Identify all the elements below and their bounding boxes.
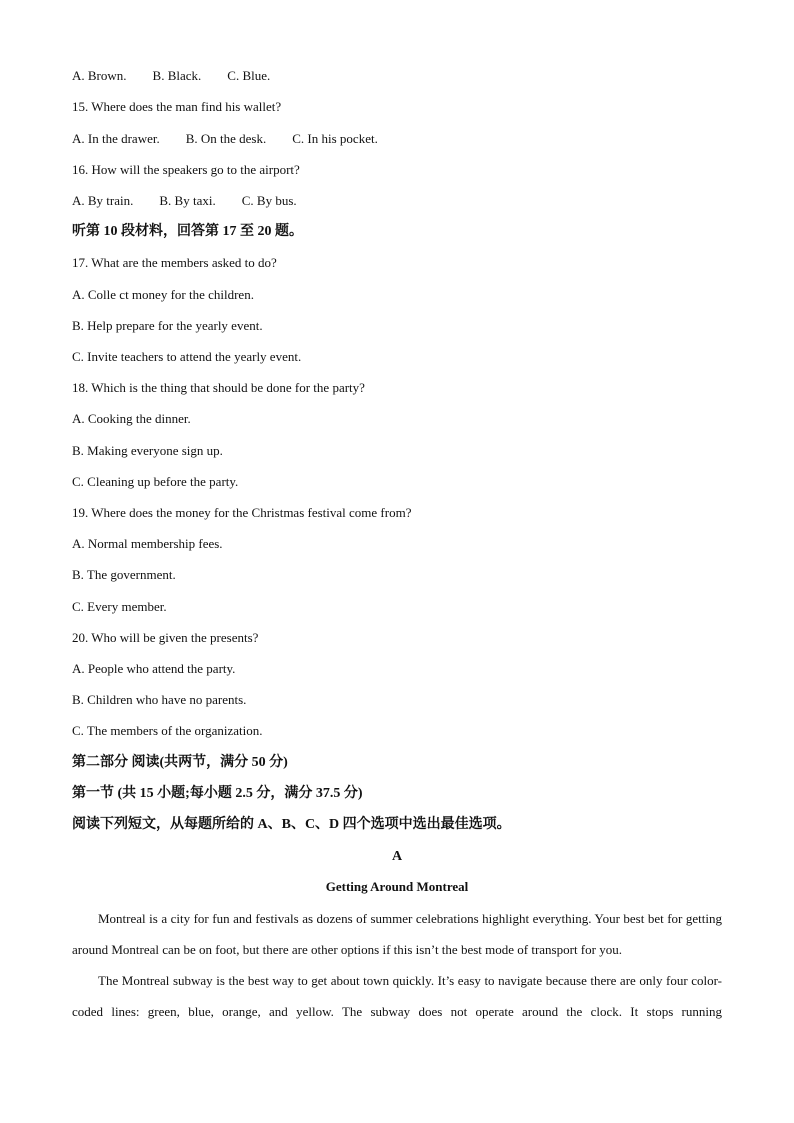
q19-option-a: A. Normal membership fees. [72,536,223,551]
q20-option-a: A. People who attend the party. [72,661,236,676]
passage-letter: A [391,849,403,864]
q19-question: 19. Where does the money for the Christmas festival come from? [72,505,412,520]
q15-option-b: B. On the desk. [185,131,267,146]
q19-option-b: B. The government. [72,567,176,582]
q16-option-b: B. By taxi. [159,193,216,208]
q16-options [72,192,323,210]
q14-option-a: A. Brown. [72,68,127,83]
passage-body [72,903,722,1027]
q15-options [72,130,404,148]
q16-option-a: A. By train. [72,193,134,208]
q14-option-c: C. Blue. [227,68,271,83]
reading-instruction: 阅读下列短文，从每题所给的 A、B、C、D 四个选项中选出最佳选项。 [72,817,511,832]
q16-question: 16. How will the speakers go to the airport? [72,162,300,177]
part2-heading: 第二部分 阅读(共两节，满分 50 分) [72,755,288,770]
q15-option-a: A. In the drawer. [72,131,160,146]
q20-option-c: C. The members of the organization. [72,723,263,738]
q15-question: 15. Where does the man find his wallet? [72,99,282,114]
section1-heading: 第一节 (共 15 小题;每小题 2.5 分，满分 37.5 分) [72,786,363,801]
q18-option-c: C. Cleaning up before the party. [72,474,239,489]
passage-paragraph-1: Montreal is a city for fun and festivals as dozens of summer celebrations highlight everything. Your best bet for getting around Montreal can be on foot, but there are other options if this isn’t the best mode of transport for you. [72,911,722,957]
q14-options [72,67,296,85]
q14-option-b: B. Black. [152,68,202,83]
passage-title: Getting Around Montreal [325,879,469,894]
q17-option-c: C. Invite teachers to attend the yearly event. [72,349,302,364]
q15-option-c: C. In his pocket. [292,131,378,146]
q19-option-c: C. Every member. [72,599,167,614]
q16-option-c: C. By bus. [241,193,297,208]
q17-question: 17. What are the members asked to do? [72,255,277,270]
q18-question: 18. Which is the thing that should be done for the party? [72,380,365,395]
q18-option-b: B. Making everyone sign up. [72,443,223,458]
q20-question: 20. Who will be given the presents? [72,630,259,645]
section10-heading: 听第 10 段材料，回答第 17 至 20 题。 [72,224,303,239]
passage-paragraph-2: The Montreal subway is the best way to get about town quickly. It’s easy to navigate because there are only four color-coded lines: green, blue, orange, and yellow. The subway does not operate around the clock. It stops running [72,973,722,1019]
q20-option-b: B. Children who have no parents. [72,692,247,707]
q17-option-b: B. Help prepare for the yearly event. [72,318,263,333]
q17-option-a: A. Colle ct money for the children. [72,287,254,302]
q18-option-a: A. Cooking the dinner. [72,411,191,426]
